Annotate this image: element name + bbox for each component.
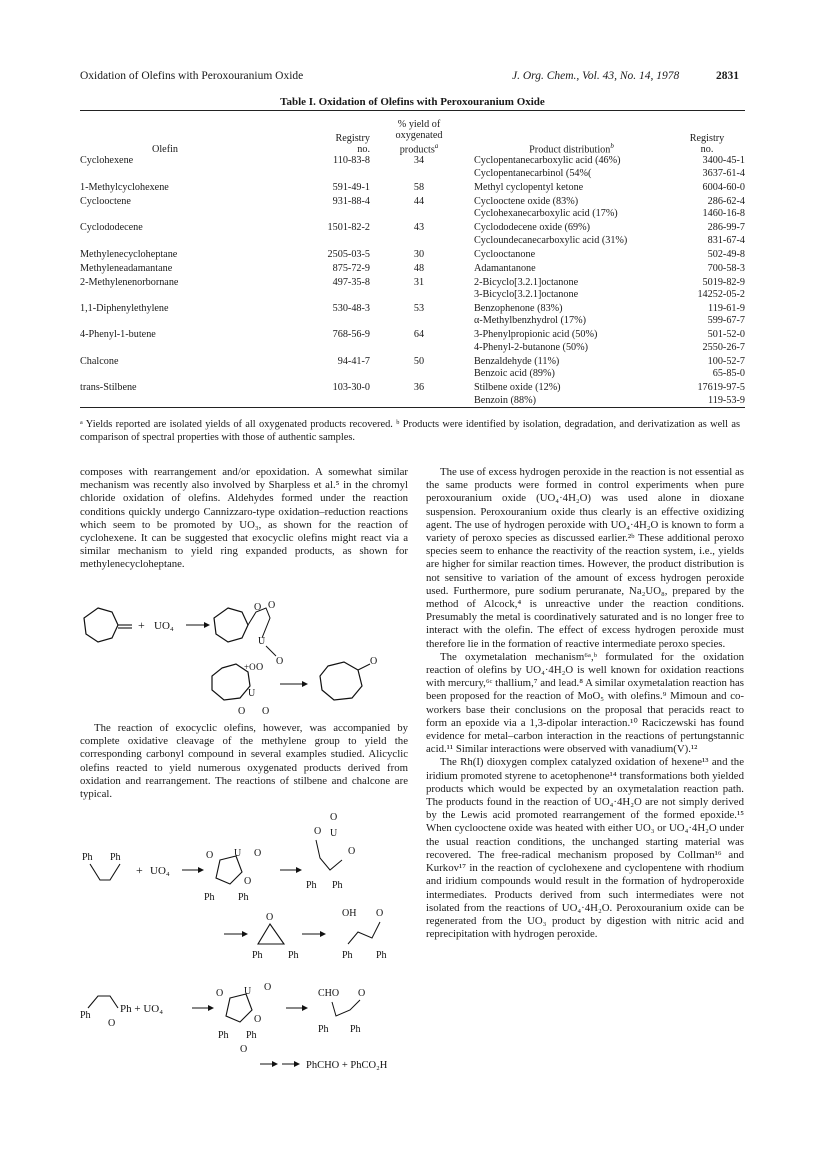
cell-empty [80,368,250,382]
o-label: O [276,656,284,667]
cell-empty [80,235,250,249]
cell-product-registry: 100-52-7 [707,355,745,367]
o-label: O [314,826,322,837]
o-label: O [108,1018,116,1029]
cell-registry: 931-88-4 [332,195,370,207]
table-row [80,168,745,182]
cell-product: Stilbene oxide (12%) [474,382,561,394]
cell-empty [80,342,250,356]
header-product: Product distribution [529,144,611,156]
cho-label: CHO [318,988,340,999]
header-olefin: Olefin [151,144,179,156]
ph-label: Ph [110,852,121,863]
table-row [80,289,745,303]
table-row [80,263,745,277]
cell-product: 3-Phenylpropionic acid (50%) [474,329,598,341]
cell-product-registry: 2550-26-7 [702,341,745,353]
cell-product-registry: 3400-45-1 [702,155,745,167]
table-row [80,368,745,382]
o-label: O [206,850,214,861]
table-row [80,208,745,222]
table-row [80,382,745,394]
o-label: O [244,876,252,887]
right-column [426,466,744,941]
header-preg-1: Registry [689,133,725,145]
ph-label: Ph [306,880,317,891]
table-row [80,196,745,208]
ph-label: Ph [218,1030,229,1041]
cell-empty [250,289,374,303]
o-label: O [238,706,246,717]
right-paragraph-2: The oxymetalation mechanism⁶ᵃ,ᵇ formulated for the oxidation reaction of olefins by UO₄·4H₂O is well known for oxidation reactions with mercury,⁶ᶜ thallium,⁷ and lead.⁸ A similar oxymetalation reaction has been proposed for the reaction of MoO₅ with olefins.⁹ Mimoun and co-workers base their conclusions on the proposal that peracids react to form an epoxide via a 1,3-dipolar interaction.¹⁰ Raciczewski has found evidence for metal–carbon interaction in the reactions of pertungstannic acid.¹¹ Similar interactions were observed with vanadium(V).¹² [426,650,744,756]
scheme-stilbene-chalcone [80,812,410,1072]
cell-olefin: 1-Methylcyclohexene [80,181,169,193]
cell-product-registry: 501-52-0 [707,329,745,341]
cell-empty [80,289,250,303]
cell-registry: 591-49-1 [332,181,370,193]
cell-registry: 2505-03-5 [327,248,370,260]
ph-label: Ph [318,1024,329,1035]
oh-label: OH [342,908,357,919]
plus-sign: + [138,618,145,632]
o-label: O [268,600,276,611]
cell-registry: 110-83-8 [333,155,370,167]
uo4-label: UO₄ [150,865,170,877]
cell-yield: 50 [413,355,425,367]
cell-product-registry: 599-67-7 [707,315,745,327]
table-row [80,222,745,234]
header-product-sup: b [610,142,614,151]
cell-yield: 30 [413,248,425,260]
cell-product-registry: 3637-61-4 [702,167,745,179]
running-header-title: Oxidation of Olefins with Peroxouranium Oxide [80,70,304,82]
o-label: O [266,912,274,923]
scheme-ring-expansion [80,598,410,718]
left-col-paragraph-2 [80,722,408,801]
header-yield-sup: a [434,142,439,151]
cell-empty [250,235,374,249]
table-body [80,155,745,407]
cell-empty [80,315,250,329]
cell-product: Cyclopentanecarboxylic acid (46%) [474,155,621,167]
cell-olefin: 1,1-Diphenylethylene [80,303,169,315]
cell-product: 2-Bicyclo[3.2.1]octanone [474,276,579,288]
left-paragraph-1: composes with rearrangement and/or epoxidation. A somewhat similar mechanism was recently also involved by Sharpless et al.⁵ in the chromyl chloride oxidation of olefins. Aldehydes formed under the reaction conditions quickly undergo Cannizzaro-type oxidation–reduction reactions which seem to be promoted by UO₃, as shown for the reaction of cyclohexene. It can be suggested that exocyclic olefins might react via a similar mechanism to yield ring expanded products, as shown for methylenecycloheptane. [80,466,408,571]
table-1 [80,96,745,408]
cell-registry: 1501-82-2 [327,222,370,234]
right-paragraph-3: The Rh(I) dioxygen complex catalyzed oxidation of hexene¹³ and the iridium promoted styrene to acetophenone¹⁴ transformations both yielded products which would be expected by an oxymetalation reaction path. The products found in the reaction of UO₄·4H₂O are not simply derived by the Lewis acid promoted rearrangement of the formed epoxide.¹⁵ When cyclooctene oxide was heated with either UO₃ or UO₄·4H₂O under the usual reaction conditions, the unchanged starting material was recovered. The free-radical mechanism proposed by Collman¹⁶ and Kurkov¹⁷ in the reaction of cyclohexene and cyclopentene with rhodium and iridium compounds would result in the formation of hydroperoxide intermediates. Products derived from such intermediates were not isolated from the reactions of UO₄·4H₂O. Peroxouranium oxide can be regenerated from the UO₃ product by digestion with nitric acid and reprecipitation with hydrogen peroxide. [426,756,744,941]
cell-olefin: Methyleneadamantane [80,262,173,274]
o-label: O [376,908,384,919]
cell-product: Cyclooctene oxide (83%) [474,195,579,207]
plus-sign: + [136,863,143,877]
cell-product: Cyclododecene oxide (69%) [474,222,590,234]
cell-product-registry: 65-85-0 [712,368,745,380]
cell-product-registry: 17619-97-5 [697,382,745,394]
cell-empty [80,168,250,182]
cell-yield: 58 [413,181,425,193]
cell-olefin: Cyclooctene [80,195,131,207]
cell-olefin: Methylenecycloheptane [80,248,178,260]
cell-olefin: 2-Methylenenorbornane [80,276,179,288]
o-label: O [240,1044,248,1055]
o-label: O [330,812,338,823]
ph-label: Ph [342,950,353,961]
o-label: O [370,656,378,667]
cell-product-registry: 831-67-4 [707,234,745,246]
cell-yield: 64 [413,329,425,341]
cell-yield: 44 [413,195,425,207]
cell-empty [80,395,250,407]
o-label: O [254,602,262,613]
u-label: U [330,828,338,839]
ph-label: Ph [80,1010,91,1021]
running-header-journal: J. Org. Chem., Vol. 43, No. 14, 1978 [512,70,680,82]
cell-olefin: Cyclododecene [80,222,143,234]
u-label: U [234,848,242,859]
table-caption: Table I. Oxidation of Olefins with Peroxouranium Oxide [280,96,545,108]
ph-label: Ph [238,892,249,903]
cell-registry: 497-35-8 [332,276,370,288]
cell-yield: 34 [413,155,425,167]
cell-product: Benzaldehyde (11%) [474,355,560,367]
cell-empty [250,208,374,222]
cell-yield: 36 [413,382,425,394]
cell-yield: 43 [413,222,425,234]
chalcone-skeleton [88,996,118,1008]
table-row [80,249,745,263]
ph-label: Ph [376,950,387,961]
cell-olefin: Chalcone [80,355,119,367]
uo4-label: UO₄ [154,620,174,632]
cell-empty [250,315,374,329]
cell-product-registry: 119-61-9 [708,303,745,315]
left-paragraph-2: The reaction of exocyclic olefins, however, was accompanied by complete oxidative cleavage of the methylene group to yield the corresponding carbonyl compound in several examples studied. Alicyclic olefins reacted to yield numerous oxygenated products derived from oxidation and rearrangement. The reactions of stilbene and chalcone are typical. [80,722,408,801]
cell-product-registry: 6004-60-0 [702,181,745,193]
cyclooctanone-ring [320,662,362,700]
table-row [80,356,745,368]
cell-product-registry: 5019-82-9 [702,276,745,288]
cell-product: Methyl cyclopentyl ketone [474,181,584,193]
cell-olefin: Cyclohexene [80,155,134,167]
cell-product: Benzoic acid (89%) [474,368,555,380]
data-table [80,111,745,407]
cell-yield: 48 [413,262,425,274]
ph-label: Ph [82,852,93,863]
cell-yield: 31 [413,276,425,288]
cell-empty [250,395,374,407]
header-preg-2: no. [700,144,714,156]
ph-label: Ph [252,950,263,961]
ph-plus-uo4: Ph + UO₄ [120,1003,164,1015]
cell-product: Cycloundecanecarboxylic acid (31%) [474,234,628,246]
cell-olefin: trans-Stilbene [80,382,137,394]
table-bottom-rule [80,407,745,408]
o-label: O [256,662,264,673]
u-label: U [248,688,256,699]
cell-product: Cyclooctanone [474,248,536,260]
cell-product: Benzoin (88%) [474,394,536,406]
o-label: O [254,848,262,859]
left-col-paragraph-1 [80,466,408,572]
cell-product: α-Methylbenzhydrol (17%) [474,315,586,327]
cell-product: Adamantanone [474,262,536,274]
cell-product: Cyclopentanecarbinol (54%( [474,167,592,179]
header-yield-2: oxygenated [395,130,443,142]
page-number: 2831 [716,70,739,82]
o-label: O [348,846,356,857]
final-products: PhCHO + PhCO₂H [306,1060,388,1071]
cell-product: Benzophenone (83%) [474,303,563,315]
cell-product: 3-Bicyclo[3.2.1]octanone [474,289,579,301]
o-label: O [254,1014,262,1025]
u-label: U [244,986,252,997]
cell-registry: 875-72-9 [332,262,370,274]
table-row [80,329,745,341]
cell-empty [374,235,464,249]
cell-product-registry: 700-58-3 [707,262,745,274]
cell-product-registry: 502-49-8 [707,248,745,260]
cell-olefin: 4-Phenyl-1-butene [80,329,156,341]
cell-empty [374,289,464,303]
cell-product-registry: 1460-16-8 [702,208,745,220]
table-row [80,303,745,315]
cell-empty [250,342,374,356]
cell-empty [250,368,374,382]
cell-empty [374,208,464,222]
cell-empty [250,168,374,182]
o-label: O [264,982,272,993]
table-row [80,235,745,249]
table-row [80,182,745,196]
ph-label: Ph [204,892,215,903]
o-label: O [262,706,270,717]
cell-empty [374,315,464,329]
stilbene-skeleton [90,864,120,880]
cell-yield: 53 [413,303,425,315]
epoxide-ring [258,924,284,944]
header-yield-1: % yield of [397,119,441,131]
ph-label: Ph [246,1030,257,1041]
cycloheptane-ring [84,608,118,642]
table-row [80,315,745,329]
cell-product-registry: 286-99-7 [707,222,745,234]
plus-o-label: +O [244,662,256,672]
table-row [80,277,745,289]
o-label: O [216,988,224,999]
cell-product-registry: 119-53-9 [708,394,745,406]
cell-empty [80,208,250,222]
cell-registry: 530-48-3 [332,303,370,315]
cell-empty [374,168,464,182]
cell-empty [374,368,464,382]
header-registry-2: no. [357,144,370,156]
cell-empty [374,342,464,356]
o-label: O [358,988,366,999]
ph-label: Ph [332,880,343,891]
cell-product-registry: 286-62-4 [707,195,745,207]
cell-registry: 94-41-7 [337,355,370,367]
table-footnote: ᵃ Yields reported are isolated yields of all oxygenated products recovered. ᵇ Products were identified by isolation, degradation, and derivatization as well as comparison of spectral properties with those of authentic samples. [80,419,740,443]
u-label: U [258,636,266,647]
ph-label: Ph [350,1024,361,1035]
cell-registry: 768-56-9 [332,329,370,341]
cell-product-registry: 14252-05-2 [697,289,745,301]
table-row [80,342,745,356]
cell-registry: 103-30-0 [332,382,370,394]
cell-product: 4-Phenyl-2-butanone (50%) [474,341,589,353]
header-registry-1: Registry [335,133,370,145]
right-paragraph-1: The use of excess hydrogen peroxide in the reaction is not essential as the same products were formed in control experiments when pure peroxouranium oxide (UO₄·4H₂O) was used alone in dioxane suspension. Peroxouranium oxide thus clearly is an effective oxidizing agent. The use of hydrogen peroxide with UO₄·4H₂O is known to form a variety of peroxo species as discussed earlier.²ᵇ These additional peroxo species seem to enhance the reactivity of the reaction system, i.e., yields are higher for similar reaction times. However, the product distribution is not sensitive to variation of the amount of excess hydrogen peroxide used. Furthermore, pure sodium peruranate, Na₂UO₈, prepared by the method of Alcock,⁴ is unreactive under the reaction conditions. Presumably the metal is coordinatively saturated and is no longer free to interact with the olefin. The effect of excess hydrogen peroxide must therefore lie in the formation of reactive intermediate peroxo species. [426,466,744,650]
cell-empty [374,395,464,407]
table-row [80,155,745,167]
table-row [80,395,745,407]
header-yield-3: products [399,144,435,156]
ph-label: Ph [288,950,299,961]
cell-product: Cyclohexanecarboxylic acid (17%) [474,208,618,220]
